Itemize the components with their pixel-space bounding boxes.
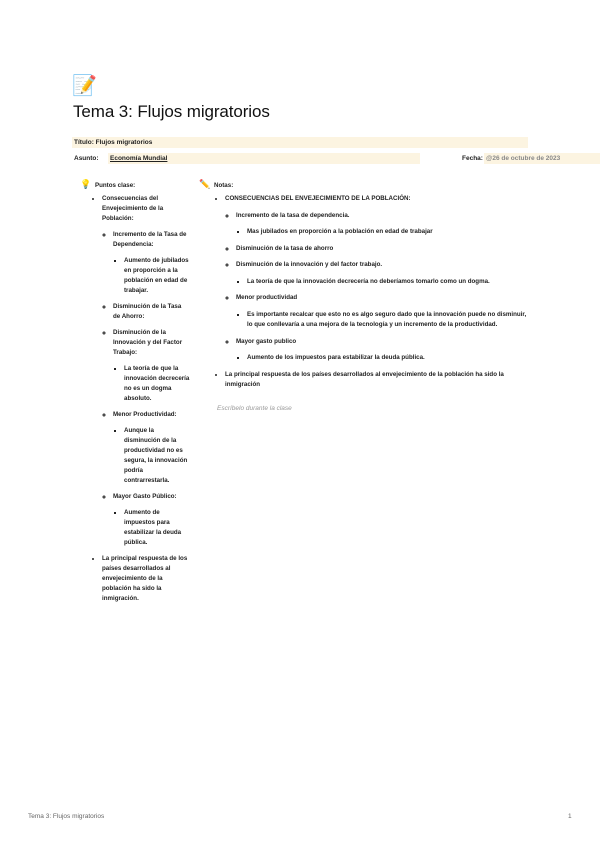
list-item: ▪ Mas jubilados en proporción a la población en edad de trabajar xyxy=(247,227,529,238)
page-number: 1 xyxy=(568,813,572,820)
list-item: ◦ Disminución de la Innovación y del Factor Trabajo: ▪ La teoría de que la innovación decrecería no es un dogma absoluto. xyxy=(113,328,190,404)
page-title: Tema 3: Flujos migratorios xyxy=(73,102,270,121)
list-item: ▪ La teoría de que la innovación decrecería no es un dogma absoluto. xyxy=(124,364,190,404)
list-item: ◦ Incremento de la tasa de dependencia. ▪ Mas jubilados en proporción a la población en edad de trabajar xyxy=(236,211,529,238)
notes-column xyxy=(199,181,529,397)
pencil-icon: ✏️ xyxy=(199,179,211,189)
list-item: ◦ Mayor Gasto Público: ▪ Aumento de impuestos para estabilizar la deuda pública. xyxy=(113,492,190,548)
class-points-heading: 💡 Puntos clase: xyxy=(80,179,136,189)
lightbulb-icon: 💡 xyxy=(80,179,92,189)
class-points-column xyxy=(80,181,190,610)
list-item: • La principal respuesta de los países desarrollados al envejecimiento de la población ha sido la inmigración. xyxy=(102,554,190,604)
footer-title: Tema 3: Flujos migratorios xyxy=(28,813,105,820)
list-item: • La principal respuesta de los países desarrollados al envejecimiento de la población ha sido la inmigración xyxy=(225,370,529,391)
date-value[interactable]: @26 de octubre de 2023 xyxy=(486,155,561,162)
list-item: ◦ Mayor gasto publico ▪ Aumento de los impuestos para estabilizar la deuda pública. xyxy=(236,337,529,364)
list-item: • CONSECUENCIAS DEL ENVEJECIMIENTO DE LA POBLACIÓN: ◦ Incremento de la tasa de dependencia. ▪ Mas jubilados en proporción a la población en edad de trabajar ◦ Disminución de la tasa de ahorro ◦ Disminución de la innovación y del factor trabajo. ▪ La teoría de que la innovación decrecería no deberíamos tomarlo como un dogma. ◦ Menor productividad ▪ Es importante recalcar que esto no es algo seguro dado que la innovación puede no disminuir, lo que conllevaría a una mejora de la tecnología y un incremento de la productividad. ◦ Mayor gasto publico ▪ Aumento de los impuestos para estabilizar la deuda pública. xyxy=(225,194,529,364)
subject-value[interactable]: Economía Mundial xyxy=(108,153,420,164)
list-item: ▪ Aumento de jubilados en proporción a la población en edad de trabajar. xyxy=(124,256,190,296)
list-item: ▪ La teoría de que la innovación decrecería no deberíamos tomarlo como un dogma. xyxy=(247,277,529,288)
list-item: ◦ Menor productividad ▪ Es importante recalcar que esto no es algo seguro dado que la innovación puede no disminuir, lo que conllevaría a una mejora de la tecnología y un incremento de la productividad. xyxy=(236,293,529,331)
list-item: ◦ Menor Productividad: ▪ Aunque la disminución de la productividad no es segura, la innovación podría contrarrestarla. xyxy=(113,410,190,486)
list-item: ▪ Es importante recalcar que esto no es algo seguro dado que la innovación puede no disminuir, lo que conllevaría a una mejora de la tecnología y un incremento de la productividad. xyxy=(247,310,529,331)
subject-label: Asunto: xyxy=(74,155,99,162)
list-item: ◦ Disminución de la tasa de ahorro xyxy=(236,244,529,255)
list-item: • Consecuencias del Envejecimiento de la Población: ◦ Incremento de la Tasa de Dependencia: ▪ Aumento de jubilados en proporción a la población en edad de trabajar. ◦ Disminución de la Tasa de Ahorro: ◦ Disminución de la Innovación y del Factor Trabajo: ▪ La teoría de que la innovación decrecería no es un dogma absoluto. ◦ Menor Productividad: ▪ Aunque la disminución de la productividad no es segura, la innovación podría contrarrestarla. ◦ Mayor Gasto Público: ▪ Aumento de impuestos para estabilizar la deuda pública. xyxy=(102,194,190,548)
notes-heading: ✏️ Notas: xyxy=(199,179,234,189)
list-item: ▪ Aumento de impuestos para estabilizar la deuda pública. xyxy=(124,508,190,548)
list-item: ◦ Incremento de la Tasa de Dependencia: ▪ Aumento de jubilados en proporción a la población en edad de trabajar. xyxy=(113,230,190,296)
list-item: ▪ Aunque la disminución de la productividad no es segura, la innovación podría contrarrestarla. xyxy=(124,426,190,486)
memo-icon: 📝 xyxy=(72,75,97,97)
list-item: ◦ Disminución de la Tasa de Ahorro: xyxy=(113,302,190,322)
list-item: ▪ Aumento de los impuestos para estabilizar la deuda pública. xyxy=(247,353,529,364)
subject-row xyxy=(72,153,561,164)
write-during-class-placeholder[interactable]: Escríbelo durante la clase xyxy=(217,405,292,412)
date-label: Fecha: xyxy=(462,155,483,162)
title-property: Título: Flujos migratorios xyxy=(72,137,528,148)
list-item: ◦ Disminución de la innovación y del factor trabajo. ▪ La teoría de que la innovación decrecería no deberíamos tomarlo como un dogma. xyxy=(236,260,529,287)
